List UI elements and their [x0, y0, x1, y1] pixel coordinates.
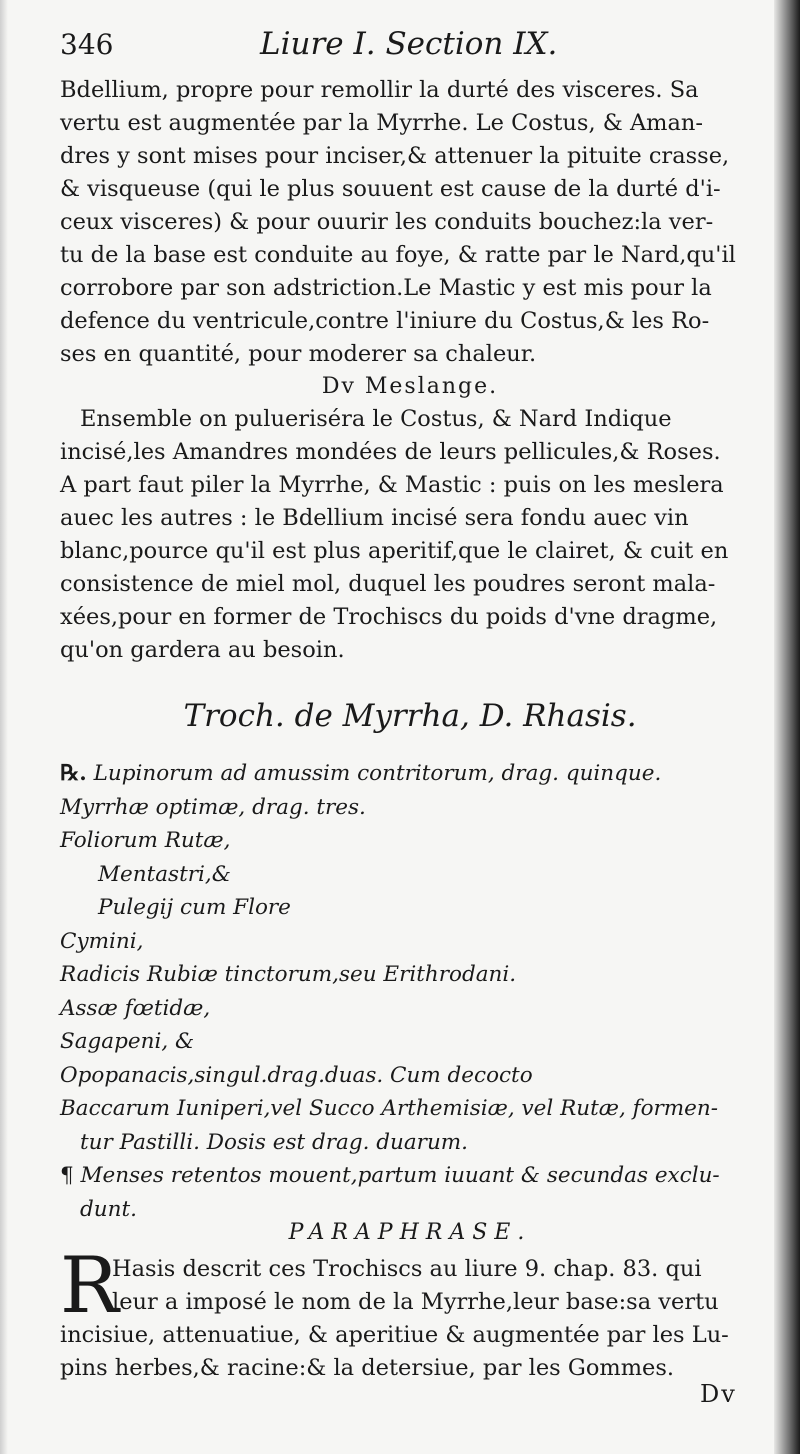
- text-line: auec les autres : le Bdellium incisé sera fondu auec vin: [60, 505, 689, 531]
- recipe-line: Baccarum Iuniperi,vel Succo Arthemisiæ, vel Rutæ, formen-: [60, 1096, 719, 1121]
- catchword: Dv: [700, 1380, 737, 1408]
- text-line: Bdellium, propre pour remollir la durté des visceres. Sa: [60, 77, 699, 103]
- text-line: qu'on gardera au besoin.: [60, 637, 345, 663]
- text-line: & visqueuse (qui le plus souuent est cause de la durté d'i-: [60, 176, 721, 202]
- body-paragraph: [60, 74, 760, 371]
- recipe-line: dunt.: [80, 1196, 137, 1222]
- recipe-line: Cymini,: [60, 928, 144, 954]
- text-line: leur a imposé le nom de la Myrrhe,leur base:sa vertu: [112, 1289, 719, 1315]
- text-line: incisé,les Amandres mondées de leurs pellicules,& Roses.: [60, 439, 721, 465]
- recipe-line: Foliorum Rutæ,: [60, 828, 231, 853]
- paraphrase-paragraph: [60, 1241, 760, 1385]
- recipe-line: Radicis Rubiæ tinctorum,seu Erithrodani.: [60, 962, 517, 987]
- recipe-line: Assæ fœtidæ,: [60, 995, 211, 1021]
- text-line: dres y sont mises pour inciser,& attenuer la pituite crasse,: [60, 143, 730, 169]
- recipe-line: Sagapeni, &: [60, 1029, 195, 1054]
- text-line: A part faut piler la Myrrhe, & Mastic : puis on les meslera: [60, 472, 724, 498]
- recipe-line: Myrrhæ optimæ, drag. tres.: [60, 794, 366, 820]
- paraphrase-heading: PARAPHRASE.: [288, 1220, 532, 1245]
- page-number: 346: [60, 28, 114, 61]
- recipe-line: Opopanacis,singul.drag.duas. Cum decocto: [60, 1062, 533, 1088]
- recipe-line: tur Pastilli. Dosis est drag. duarum.: [80, 1129, 469, 1155]
- text-line: Hasis descrit ces Trochiscs au liure 9. chap. 83. qui: [112, 1256, 702, 1282]
- text-line: consistence de miel mol, duquel les poudres seront mala-: [60, 571, 716, 597]
- text-line: defence du ventricule,contre l'iniure du Costus,& les Ro-: [60, 308, 710, 334]
- running-title: Liure I. Section IX.: [260, 26, 558, 62]
- text-line: vertu est augmentée par la Myrrhe. Le Costus, & Aman-: [60, 110, 704, 136]
- recipe-list: [60, 757, 760, 1226]
- recipe-title: Troch. de Myrrha, D. Rhasis.: [183, 698, 637, 734]
- text-line: Ensemble on pulueriséra le Costus, & Nard Indique: [80, 406, 672, 432]
- page-edge-right: [774, 0, 800, 1454]
- page-edge-left: [0, 0, 8, 1454]
- recipe-line: [60, 1159, 760, 1193]
- drop-cap: R: [60, 1241, 119, 1331]
- recipe-line: Mentastri,&: [98, 861, 231, 887]
- text-line: tu de la base est conduite au foye, & ratte par le Nard,qu'il: [60, 242, 736, 268]
- recipe-line: [60, 757, 760, 791]
- recipe-text: Menses retentos mouent,partum iuuant & secundas exclu-: [80, 1163, 720, 1188]
- recipe-symbol-icon: ℞.: [60, 761, 87, 786]
- text-line: pins herbes,& racine:& la detersiue, par les Gommes.: [60, 1355, 675, 1381]
- recipe-line: Pulegij cum Flore: [98, 895, 291, 920]
- text-line: blanc,pource qu'il est plus aperitif,que le clairet, & cuit en: [60, 538, 729, 564]
- text-line: corrobore par son adstriction.Le Mastic y est mis pour la: [60, 275, 712, 301]
- text-line: incisiue, attenuatiue, & aperitiue & augmentée par les Lu-: [60, 1322, 729, 1348]
- text-line: ceux visceres) & pour ouurir les conduits bouchez:la ver-: [60, 209, 714, 235]
- text-line: ses en quantité, pour moderer sa chaleur.: [60, 341, 537, 367]
- text-line: xées,pour en former de Trochiscs du poids d'vne dragme,: [60, 604, 718, 630]
- pilcrow-icon: ¶: [60, 1163, 74, 1188]
- section-heading: Dv Meslange.: [321, 374, 499, 399]
- page-header: [60, 22, 750, 66]
- meslange-paragraph: [60, 403, 760, 667]
- recipe-text: Lupinorum ad amussim contritorum, drag. quinque.: [93, 761, 662, 786]
